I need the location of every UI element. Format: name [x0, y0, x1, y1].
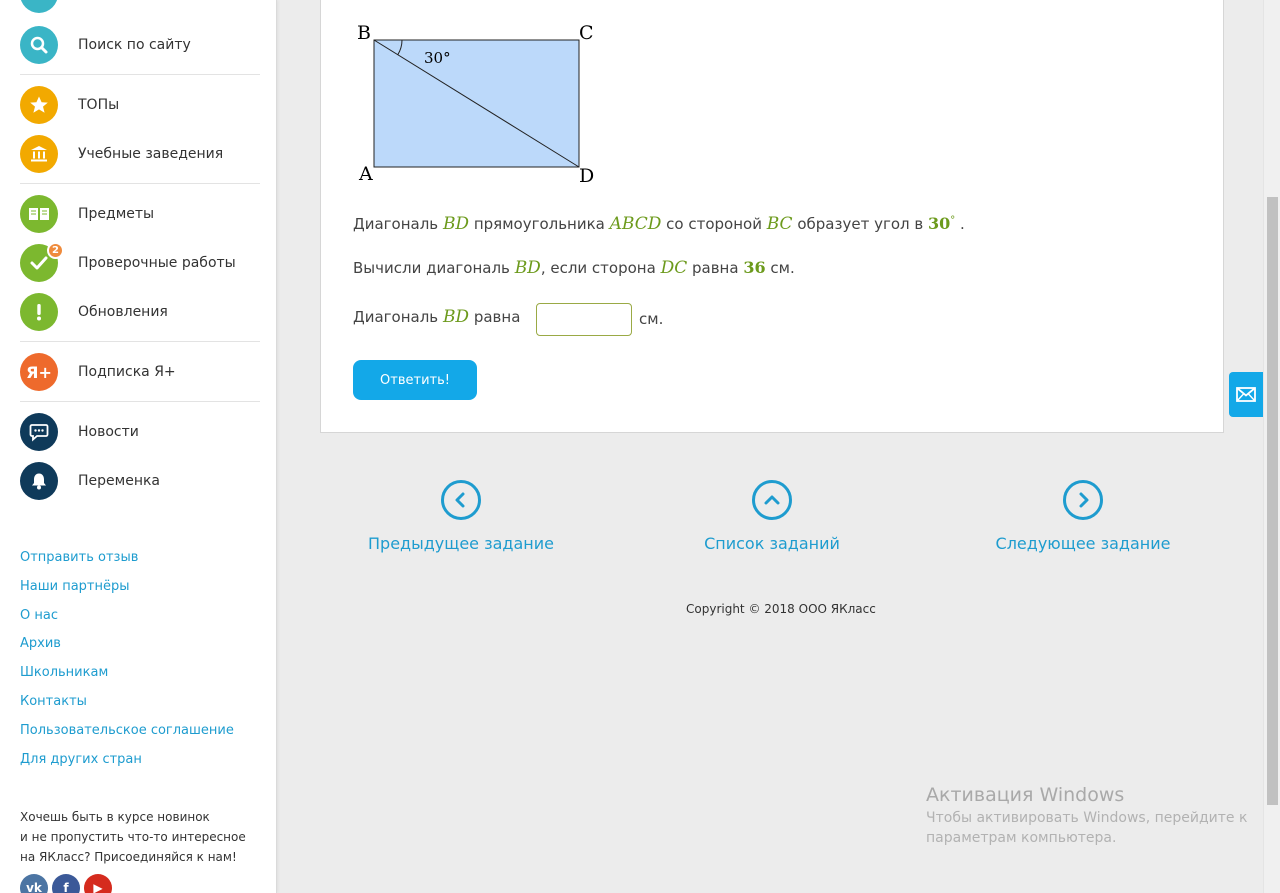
sidebar-item-label: Обновления: [78, 304, 168, 320]
feedback-mail-button[interactable]: [1229, 372, 1263, 417]
unit-label: см.: [639, 310, 664, 328]
chevron-right-icon: [1063, 480, 1103, 520]
task-list-link[interactable]: [672, 480, 872, 553]
home-icon[interactable]: [20, 0, 58, 13]
footer-link-about[interactable]: О нас: [20, 608, 58, 623]
sidebar-item-label: Проверочные работы: [78, 255, 236, 271]
question-text: образует угол в: [797, 215, 924, 233]
divider: [20, 74, 260, 75]
notification-badge: 2: [47, 242, 64, 259]
math-bc: BC: [766, 214, 793, 234]
footer-link-other-countries[interactable]: Для других стран: [20, 752, 142, 767]
sidebar-item-label: Новости: [78, 424, 139, 440]
windows-activation-line: параметрам компьютера.: [926, 830, 1117, 846]
math-dc: DC: [660, 258, 688, 278]
sidebar-item-search[interactable]: [20, 25, 260, 65]
search-icon: [20, 26, 58, 64]
sidebar-item-label: Переменка: [78, 473, 161, 489]
exclamation-icon: [20, 293, 58, 331]
question-line-1: [353, 214, 965, 234]
institution-icon: [20, 135, 58, 173]
sidebar-item-institutions[interactable]: [20, 134, 260, 174]
page-scrollbar[interactable]: [1263, 0, 1280, 893]
vk-icon-text: vk: [26, 881, 42, 893]
sidebar-item-label: Подписка Я+: [78, 364, 176, 380]
footer-link-students[interactable]: Школьникам: [20, 665, 109, 680]
prev-task-link[interactable]: [361, 480, 561, 553]
question-line-3: [353, 307, 520, 327]
vertex-a-label: A: [359, 163, 373, 185]
windows-activation-line: Чтобы активировать Windows, перейдите к: [926, 810, 1248, 826]
angle-label: 30°: [424, 49, 451, 67]
book-icon: [20, 195, 58, 233]
question-text: Диагональ: [353, 215, 439, 233]
footer-link-feedback[interactable]: Отправить отзыв: [20, 550, 139, 565]
youtube-icon[interactable]: [84, 874, 112, 893]
question-text: равна: [692, 259, 739, 277]
sidebar-item-news[interactable]: [20, 412, 260, 452]
facebook-icon[interactable]: [52, 874, 80, 893]
math-bd: BD: [442, 307, 470, 327]
question-text: прямоугольника: [473, 215, 605, 233]
facebook-icon-text: f: [63, 881, 69, 893]
question-text: см.: [770, 259, 795, 277]
promo-line: Хочешь быть в курсе новинок: [20, 810, 210, 824]
question-text: Диагональ: [353, 308, 439, 326]
footer-link-archive[interactable]: Архив: [20, 636, 61, 651]
submit-button[interactable]: Ответить!: [353, 360, 477, 400]
vertex-b-label: B: [357, 22, 371, 44]
sidebar-item-subscription[interactable]: [20, 352, 260, 392]
divider: [20, 341, 260, 342]
chat-icon: [20, 413, 58, 451]
bell-icon: [20, 462, 58, 500]
question-line-2: [353, 258, 795, 278]
degree-sign: °: [950, 215, 956, 226]
chevron-left-icon: [441, 480, 481, 520]
ya-plus-text: Я+: [26, 362, 52, 382]
scrollbar-thumb[interactable]: [1267, 197, 1278, 805]
angle-value: 30: [927, 214, 951, 233]
vertex-c-label: C: [579, 22, 594, 44]
promo-line: и не пропустить что-то интересное: [20, 830, 246, 844]
vertex-d-label: D: [579, 165, 595, 187]
question-text: со стороной: [666, 215, 762, 233]
star-icon: [20, 86, 58, 124]
side-value: 36: [743, 258, 766, 277]
question-text: .: [960, 215, 965, 233]
question-text: Вычисли диагональ: [353, 259, 510, 277]
sidebar-item-label: Предметы: [78, 206, 155, 222]
footer-link-contacts[interactable]: Контакты: [20, 694, 87, 709]
social-promo: [20, 807, 246, 867]
sidebar-item-label: Учебные заведения: [78, 146, 224, 162]
next-task-label: Следующее задание: [995, 534, 1171, 553]
chevron-up-icon: [752, 480, 792, 520]
sidebar-item-subjects[interactable]: [20, 194, 260, 234]
vk-icon[interactable]: [20, 874, 48, 893]
sidebar-item-label: Поиск по сайту: [78, 37, 191, 53]
math-bd: BD: [514, 258, 541, 278]
answer-input[interactable]: [536, 303, 632, 336]
task-list-label: Список заданий: [704, 534, 840, 553]
rectangle-figure: [351, 17, 611, 207]
copyright: Copyright © 2018 ООО ЯКласс: [686, 602, 876, 616]
divider: [20, 401, 260, 402]
sidebar-item-updates[interactable]: [20, 292, 260, 332]
windows-activation-message: [926, 808, 1247, 848]
sidebar-item-tops[interactable]: [20, 85, 260, 125]
footer-link-partners[interactable]: Наши партнёры: [20, 579, 130, 594]
check-icon: [20, 244, 58, 282]
next-task-link[interactable]: [983, 480, 1183, 553]
task-card: [320, 0, 1224, 433]
math-bd: BD: [442, 214, 470, 234]
mail-icon: [1236, 387, 1256, 402]
footer-link-terms[interactable]: Пользовательское соглашение: [20, 723, 234, 738]
sidebar-item-break[interactable]: [20, 461, 260, 501]
ya-plus-icon: [20, 353, 58, 391]
sidebar-item-tests[interactable]: [20, 243, 260, 283]
windows-activation-title: Активация Windows: [926, 784, 1125, 806]
math-abcd: ABCD: [609, 214, 662, 234]
promo-line: на ЯКласс? Присоединяйся к нам!: [20, 850, 237, 864]
youtube-icon-text: ▶: [93, 881, 103, 893]
question-text: , если сторона: [540, 259, 656, 277]
question-text: равна: [473, 308, 521, 326]
sidebar-item-label: ТОПы: [78, 97, 120, 113]
sidebar: [0, 0, 277, 893]
divider: [20, 183, 260, 184]
prev-task-label: Предыдущее задание: [368, 534, 554, 553]
